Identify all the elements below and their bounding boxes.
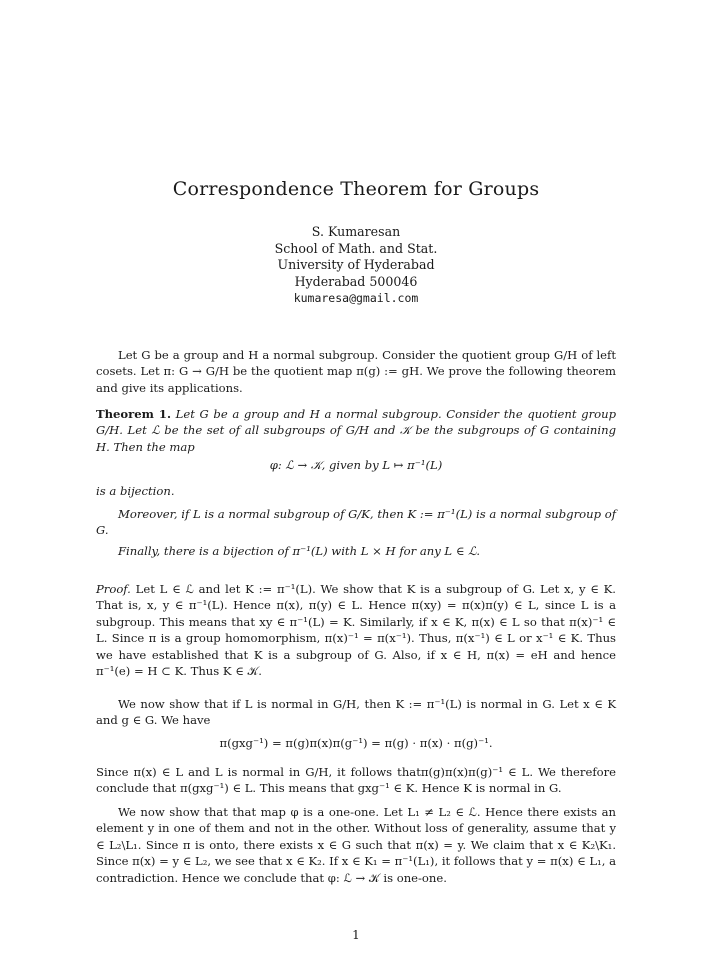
theorem-statement <box>96 406 616 455</box>
author-email: kumaresa@gmail.com <box>293 291 419 306</box>
theorem-conclusion: is a bijection. <box>96 484 175 498</box>
theorem-body: Let G be a group and H a normal subgroup. Consider the quotient group G/H. Let ℒ be the set of all subgroups of G/H and 𝒦 be the subgroups of G containing H. Then the map <box>96 407 617 454</box>
author-city: Hyderabad 500046 <box>294 273 418 289</box>
author-department: School of Math. and Stat. <box>274 240 438 256</box>
paper-title: Correspondence Theorem for Groups <box>172 178 540 200</box>
author-block <box>96 224 616 307</box>
proof-text-1: Let L ∈ ℒ and let K := π⁻¹(L). We show that K is a subgroup of G. Let x, y ∈ K. That is, x, y ∈ π⁻¹(L). Hence π(x), π(y) ∈ L. Hence π(xy) = π(x)π(y) ∈ L, since L is a subgroup. This means that xy ∈ π⁻¹(L) = K. Similarly, if x ∈ K, π(x) ∈ L so that π(x)⁻¹ ∈ L. Since π is a group homomorphism, π(x)⁻¹ = π(x⁻¹). Thus, π(x⁻¹) ∈ L or x⁻¹ ∈ K. Thus we have established that K is a subgroup of G. Also, if x ∈ H, π(x) = eH and hence π⁻¹(e) = H ⊂ K. Thus K ∈ 𝒦. <box>96 582 616 679</box>
author-name: S. Kumaresan <box>311 224 401 239</box>
theorem-display-equation: φ: ℒ → 𝒦, given by L ↦ π⁻¹(L) <box>269 458 443 472</box>
page-number: 1 <box>352 928 360 942</box>
proof-paragraph-1 <box>96 581 616 679</box>
theorem-finally: Finally, there is a bijection of π⁻¹(L) with L × H for any L ∈ ℒ. <box>118 544 481 558</box>
theorem-heading: Theorem 1. <box>96 407 172 421</box>
proof-label: Proof. <box>96 582 131 596</box>
intro-paragraph: Let G be a group and H a normal subgroup. Consider the quotient group G/H of left cosets. Let π: G → G/H be the quotient map π(g) := gH. We prove the following theorem and give its applications. <box>96 348 616 395</box>
author-university: University of Hyderabad <box>277 257 435 273</box>
proof-paragraph-2: We now show that if L is normal in G/H, then K := π⁻¹(L) is normal in G. Let x ∈ K and g ∈ G. We have <box>96 697 616 728</box>
proof-display-equation: π(gxg⁻¹) = π(g)π(x)π(g⁻¹) = π(g) · π(x) · π(g)⁻¹. <box>219 736 493 750</box>
theorem-moreover: Moreover, if L is a normal subgroup of G/K, then K := π⁻¹(L) is a normal subgroup of G. <box>96 507 616 538</box>
proof-paragraph-4: We now show that that map φ is a one-one. Let L₁ ≠ L₂ ∈ ℒ. Hence there exists an element y in one of them and not in the other. Without loss of generality, assume that y ∈ L₂\L₁. Since π is onto, there exists x ∈ G such that π(x) = y. We claim that x ∈ K₂\K₁. Since π(x) = y ∈ L₂, we see that x ∈ K₂. If x ∈ K₁ = π⁻¹(L₁), it follows that y = π(x) ∈ L₁, a contradiction. Hence we conclude that φ: ℒ → 𝒦 is one-one. <box>96 805 616 885</box>
proof-paragraph-3: Since π(x) ∈ L and L is normal in G/H, it follows thatπ(g)π(x)π(g)⁻¹ ∈ L. We therefore conclude that π(gxg⁻¹) ∈ L. This means that gxg⁻¹ ∈ K. Hence K is normal in G. <box>96 765 616 796</box>
